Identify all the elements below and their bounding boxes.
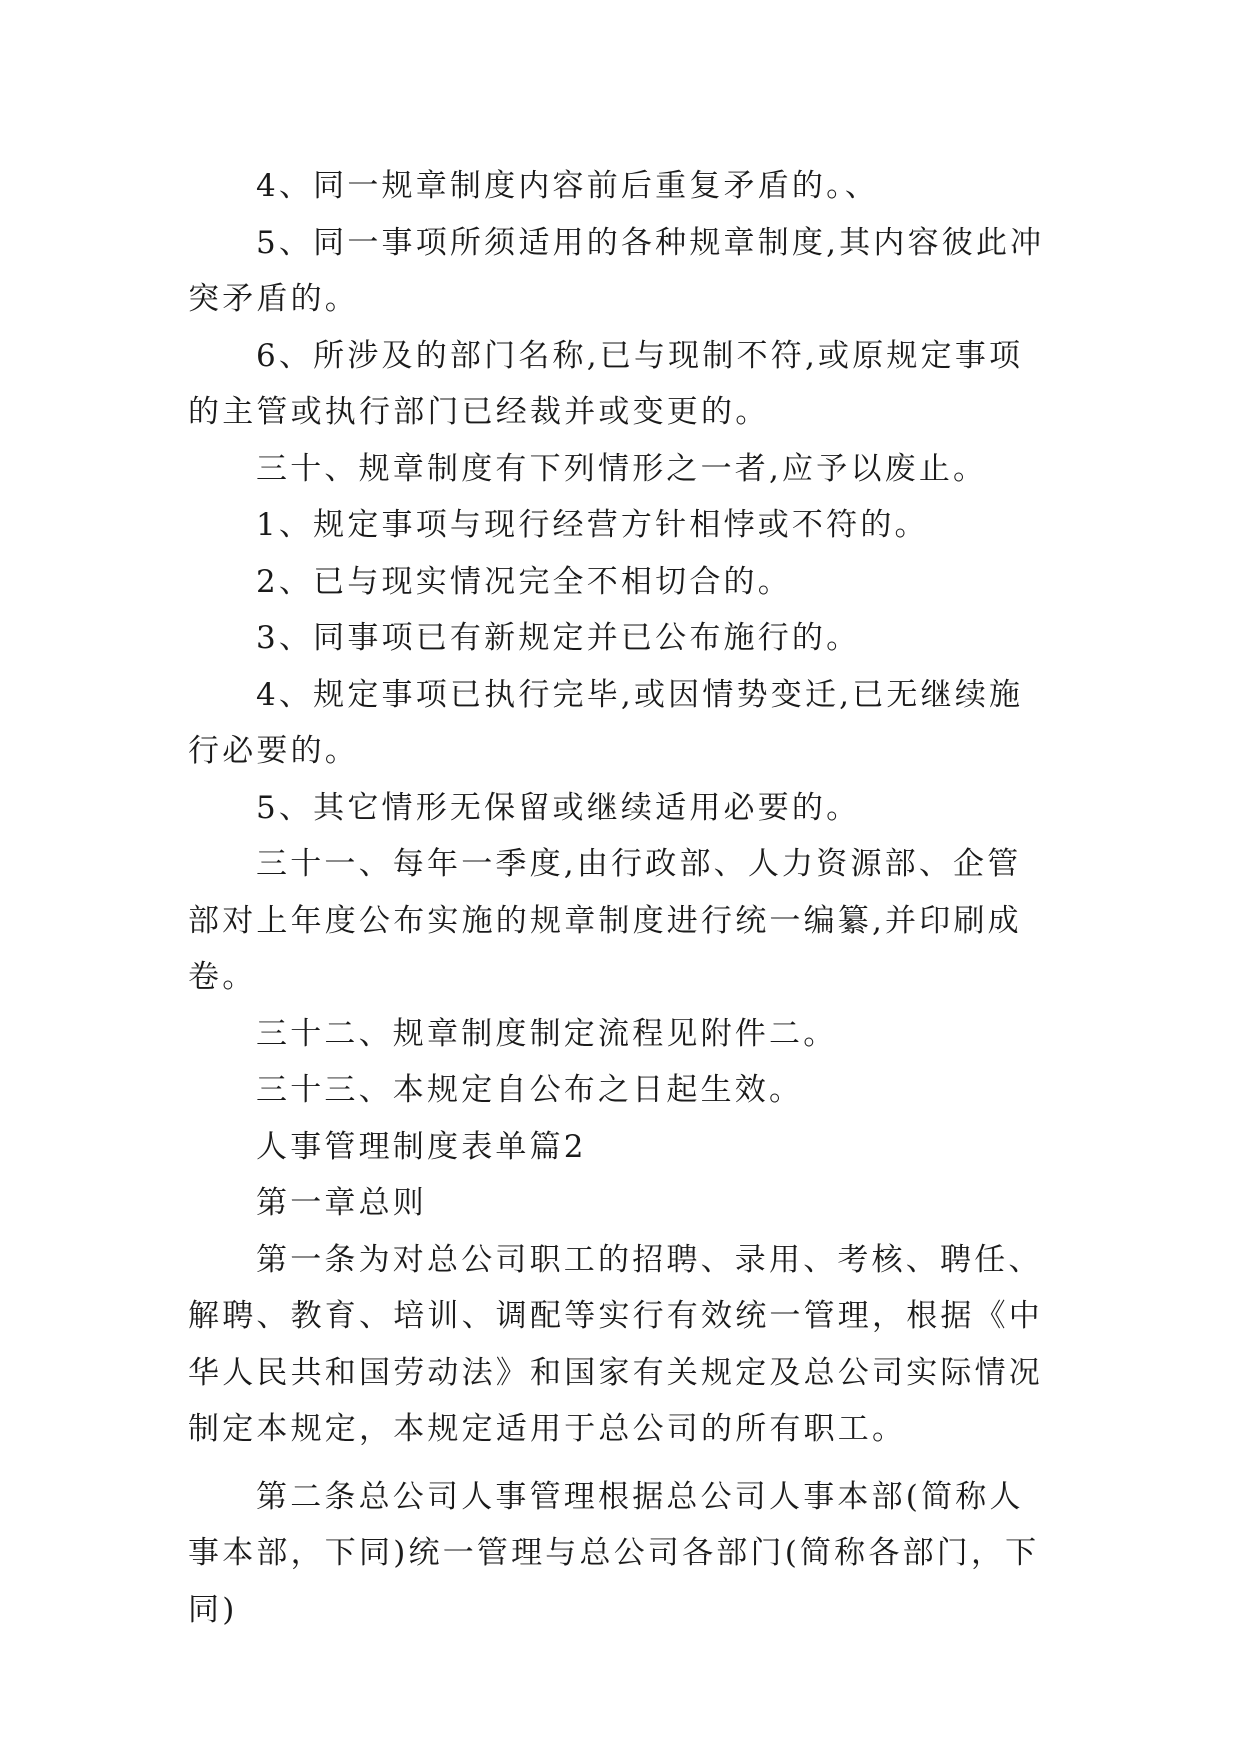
paragraph-article-1: 第一条为对总公司职工的招聘、录用、考核、聘任、解聘、教育、培训、调配等实行有效统一管理，根据《中华人民共和国劳动法》和国家有关规定及总公司实际情况制定本规定，本规定适用于总公司的所有职工。 <box>188 1241 1043 1447</box>
paragraph-repeal-2: 2、已与现实情况完全不相切合的。 <box>256 563 792 600</box>
paragraph-article-33: 三十三、本规定自公布之日起生效。 <box>256 1072 804 1108</box>
paragraph-item-5-conflict: 5、同一事项所须适用的各种规章制度,其内容彼此冲突矛盾的。 <box>188 224 1045 317</box>
document-body <box>188 158 1053 1638</box>
paragraph-repeal-3: 3、同事项已有新规定并已公布施行的。 <box>256 620 861 656</box>
paragraph-item-4: 4、同一规章制度内容前后重复矛盾的。、 <box>256 168 880 204</box>
section-heading: 人事管理制度表单篇2 <box>256 1128 587 1165</box>
paragraph-repeal-4: 4、规定事项已执行完毕,或因情势变迁,已无继续施行必要的。 <box>188 676 1024 769</box>
paragraph-repeal-1: 1、规定事项与现行经营方针相悖或不符的。 <box>256 507 929 543</box>
paragraph-article-2: 第二条总公司人事管理根据总公司人事本部(简称人事本部，下同)统一管理与总公司各部门(简称各部门，下同) <box>188 1478 1040 1628</box>
paragraph-article-30: 三十、规章制度有下列情形之一者,应予以废止。 <box>256 450 988 487</box>
chapter-heading: 第一章总则 <box>256 1185 427 1221</box>
paragraph-item-6-department: 6、所涉及的部门名称,已与现制不符,或原规定事项的主管或执行部门已经裁并或变更的。 <box>188 337 1024 430</box>
paragraph-article-32: 三十二、规章制度制定流程见附件二。 <box>256 1015 838 1052</box>
paragraph-article-31: 三十一、每年一季度,由行政部、人力资源部、企管部对上年度公布实施的规章制度进行统一编纂,并印刷成卷。 <box>188 846 1022 995</box>
paragraph-repeal-5: 5、其它情形无保留或继续适用必要的。 <box>256 789 861 826</box>
